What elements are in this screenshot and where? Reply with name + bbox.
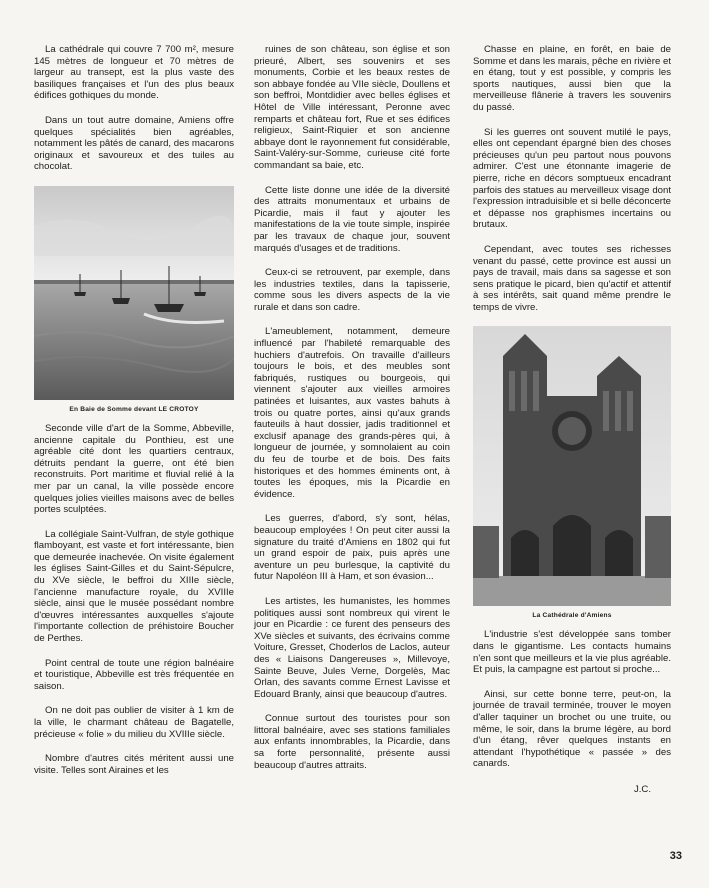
paragraph: On ne doit pas oublier de visiter à 1 km de la ville, le charmant château de Bagatelle, précieuse « folie » du milieu du XVIIIe siècle. [34, 705, 234, 740]
column-1 [34, 44, 234, 789]
paragraph: Chasse en plaine, en forêt, en baie de Somme et dans les marais, pêche en rivière et en étang, tout y est possible, y compris les sports nautiques, aussi bien que la merveilleuse flânerie à travers les souvenirs du passé. [473, 44, 671, 113]
paragraph: Les guerres, d'abord, s'y sont, hélas, beaucoup employées ! On peut citer aussi la signature du traité d'Amiens en 1802 qui fut un grand espoir de paix, puis après une aventure un peu burlesque, la captivité du futur Napoléon III à Ham, et son évasion... [254, 513, 450, 583]
paragraph: La collégiale Saint-Vulfran, de style gothique flamboyant, est vaste et fort intéressante, bien que demeurée inachevée. On visite également les églises Saint-Gilles et du Saint-Sépulcre, du XVe siècle, le beffroi du XIIIe siècle, l'ancienne manufacture royale, du XVIIIe siècle, ainsi que le musée possédant nombre d'œuvres intéressantes auxquelles s'ajoute l'importante collection de préhistoire Boucher de Perthes. [34, 528, 234, 645]
author-signature: J.C. [633, 784, 651, 795]
paragraph: Ainsi, sur cette bonne terre, peut-on, la journée de travail terminée, trouver le moyen d'aller taquiner un brochet ou une truite, ou même, le soir, dans la brume légère, au bord d'un étang, rêver quelques instants en attendant l'hypothétique « passée » des canards. [473, 688, 671, 770]
paragraph: La cathédrale qui couvre 7 700 m², mesure 145 mètres de longueur et 70 mètres de largeur au transept, est la plus vaste des basiliques françaises et l'un des plus beaux édifices gothiques du monde. [34, 44, 234, 102]
paragraph: Dans un tout autre domaine, Amiens offre quelques spécialités bien agréables, notamment les pâtés de canard, des macarons originaux et savoureux et des tuiles au chocolat. [34, 114, 234, 173]
page-number: 33 [669, 850, 682, 862]
paragraph: Les artistes, les humanistes, les hommes politiques aussi sont nombreux qui virent le jour en Picardie : ce furent des penseurs des XVe siècles et suivants, des écrivains comme Voiture, Gresset, Choderlos de Laclos, auteur des « Liaisons Dangereuses », Millevoye, Sainte Beuve, Jules Verne, Dorgelès, Mac Orlan, des savants comme Ernest Lavisse et Edouard Branly, ainsi que beaucoup d'autres. [254, 595, 450, 700]
photo-figure-crotoy [34, 186, 234, 413]
paragraph: Cependant, avec toutes ses richesses venant du passé, cette province est aussi un pays de travail, mais dans sa sagesse et son sens pratique le picard, bien qu'actif et attentif à ses intérêts, sait quand même prendre le temps de vivre. [473, 243, 671, 313]
paragraph: Ceux-ci se retrouvent, par exemple, dans les industries textiles, dans la tapisserie, comme sous les divers aspects de la vie rurale et dans son cadre. [254, 267, 450, 313]
paragraph: Connue surtout des touristes pour son littoral balnéaire, avec ses stations familiales aux enfants innombrables, la Picardie, dans sa forte personnalité, présente aussi beaucoup d'autres attraits. [254, 713, 450, 771]
paragraph: L'industrie s'est développée sans tomber dans le gigantisme. Les contacts humains n'en sont que meilleurs et la vie plus agréable. Et puis, la campagne est partout si proche... [473, 629, 671, 676]
paragraph: Seconde ville d'art de la Somme, Abbeville, ancienne capitale du Ponthieu, est une agréable cité dont les quartiers centraux, détruits pendant la guerre, ont été bien reconstruits. Port maritime et fluvial relié à la mer par un canal, la ville possède encore quelques jolies vieilles maisons avec de belles portes sculptées. [34, 422, 234, 516]
paragraph: L'ameublement, notamment, demeure influencé par l'habileté remarquable des huchiers d'autrefois. On travaille d'ailleurs toujours le bois, et des meubles sont fabriqués, rustiques ou bourgeois, qui viennent s'ajouter aux vieilles armoires patinées et luisantes, aux vastes bahuts à trois ou quatre portes, ainsi qu'aux grands fauteuils à haut dossier, jadis traditionnel et exclusif apanage des grands-pères qui, à longueur de journée, y somnolaient au coin du feu de tourbe et de bois. Des faits historiques et des hommes éminents ont, à toutes les époques, mis la Picardie en évidence. [254, 326, 450, 500]
paragraph: Cette liste donne une idée de la diversité des attraits monumentaux et urbains de Picardie, mais il faut y ajouter les manifestations de la vie toute simple, inspirée par les travaux de chaque jour, souvent marqués d'usages et de traditions. [254, 184, 450, 254]
paragraph: Si les guerres ont souvent mutilé le pays, elles ont cependant épargné bien des choses précieuses qu'un peu partout nous pouvons admirer. C'est une étonnante imagerie de pierre, riche en décors somptueux encadrant parfois des statues au merveilleux visage dont l'expression intraduisible et si belle déconcerte et dépasse nos graphismes incertains ou brutaux. [473, 126, 671, 231]
photo-amiens-cathedral [473, 326, 671, 606]
photo-bay-of-somme [34, 186, 234, 400]
paragraph: Nombre d'autres cités méritent aussi une visite. Telles sont Airaines et les [34, 753, 234, 776]
photo-caption: En Baie de Somme devant LE CROTOY [69, 405, 199, 413]
column-3 [473, 44, 671, 809]
photo-caption: La Cathédrale d'Amiens [532, 612, 612, 620]
paragraph: ruines de son château, son église et son prieuré, Albert, ses souvenirs et ses monuments, Corbie et les beaux restes de son abbaye fondée au VIIe siècle, Doullens et son beffroi, Montdidier avec belles églises et Hôtel de Ville intéressant, Peronne avec remparts et château fort, Rue et ses édifices religieux, Saint-Riquier et son ancienne abbaye dont le rayonnement fut considérable, Saint-Valéry-sur-Somme, curieuse cité forte commandant sa baie, etc. [254, 44, 450, 171]
photo-figure-cathedral [473, 326, 671, 619]
column-2 [254, 44, 450, 784]
paragraph: Point central de toute une région balnéaire et touristique, Abbeville est très fréquentée en saison. [34, 657, 234, 692]
